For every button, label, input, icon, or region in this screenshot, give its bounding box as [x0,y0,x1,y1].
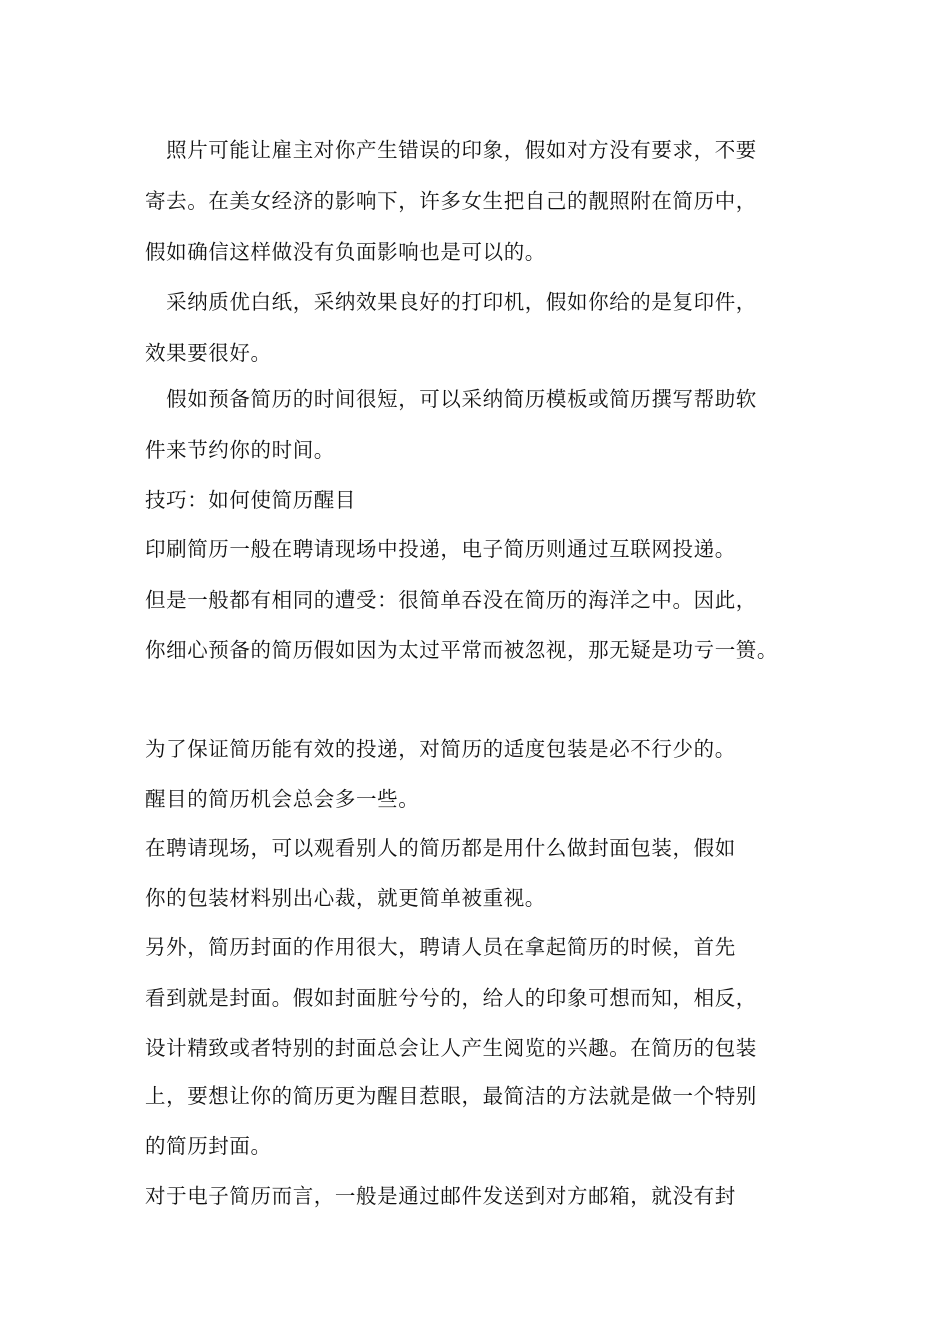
text-line: 另外，简历封面的作用很大，聘请人员在拿起简历的时候，首先 [145,935,736,959]
text-line: 你细心预备的简历假如因为太过平常而被忽视，那无疑是功亏一篑。 [145,638,778,662]
text-line: 你的包装材料别出心裁，就更简单被重视。 [145,886,546,910]
section-heading: 技巧：如何使简历醒目 [145,488,356,512]
text-line: 照片可能让雇主对你产生错误的印象，假如对方没有要求，不要 [145,138,757,162]
text-line: 效果要很好。 [145,341,272,365]
text-line: 印刷简历一般在聘请现场中投递，电子简历则通过互联网投递。 [145,537,736,561]
text-line: 假如确信这样做没有负面影响也是可以的。 [145,240,546,264]
text-line: 看到就是封面。假如封面脏兮兮的，给人的印象可想而知，相反， [145,986,757,1010]
text-line: 设计精致或者特别的封面总会让人产生阅览的兴趣。在简历的包装 [145,1036,757,1060]
text-line: 件来节约你的时间。 [145,438,335,462]
text-line: 对于电子简历而言，一般是通过邮件发送到对方邮箱，就没有封 [145,1184,736,1208]
text-line: 醒目的简历机会总会多一些。 [145,787,420,811]
text-line: 但是一般都有相同的遭受：很简单吞没在简历的海洋之中。因此， [145,588,757,612]
text-line: 假如预备简历的时间很短，可以采纳简历模板或简历撰写帮助软 [145,387,757,411]
text-line: 寄去。在美女经济的影响下，许多女生把自己的靓照附在简历中， [145,189,757,213]
text-line: 上，要想让你的简历更为醒目惹眼，最简洁的方法就是做一个特别 [145,1084,757,1108]
text-line: 的简历封面。 [145,1134,272,1158]
text-line: 采纳质优白纸，采纳效果良好的打印机，假如你给的是复印件， [145,290,757,314]
text-line: 为了保证简历能有效的投递，对简历的适度包装是必不行少的。 [145,737,736,761]
text-line: 在聘请现场，可以观看别人的简历都是用什么做封面包装，假如 [145,836,736,860]
